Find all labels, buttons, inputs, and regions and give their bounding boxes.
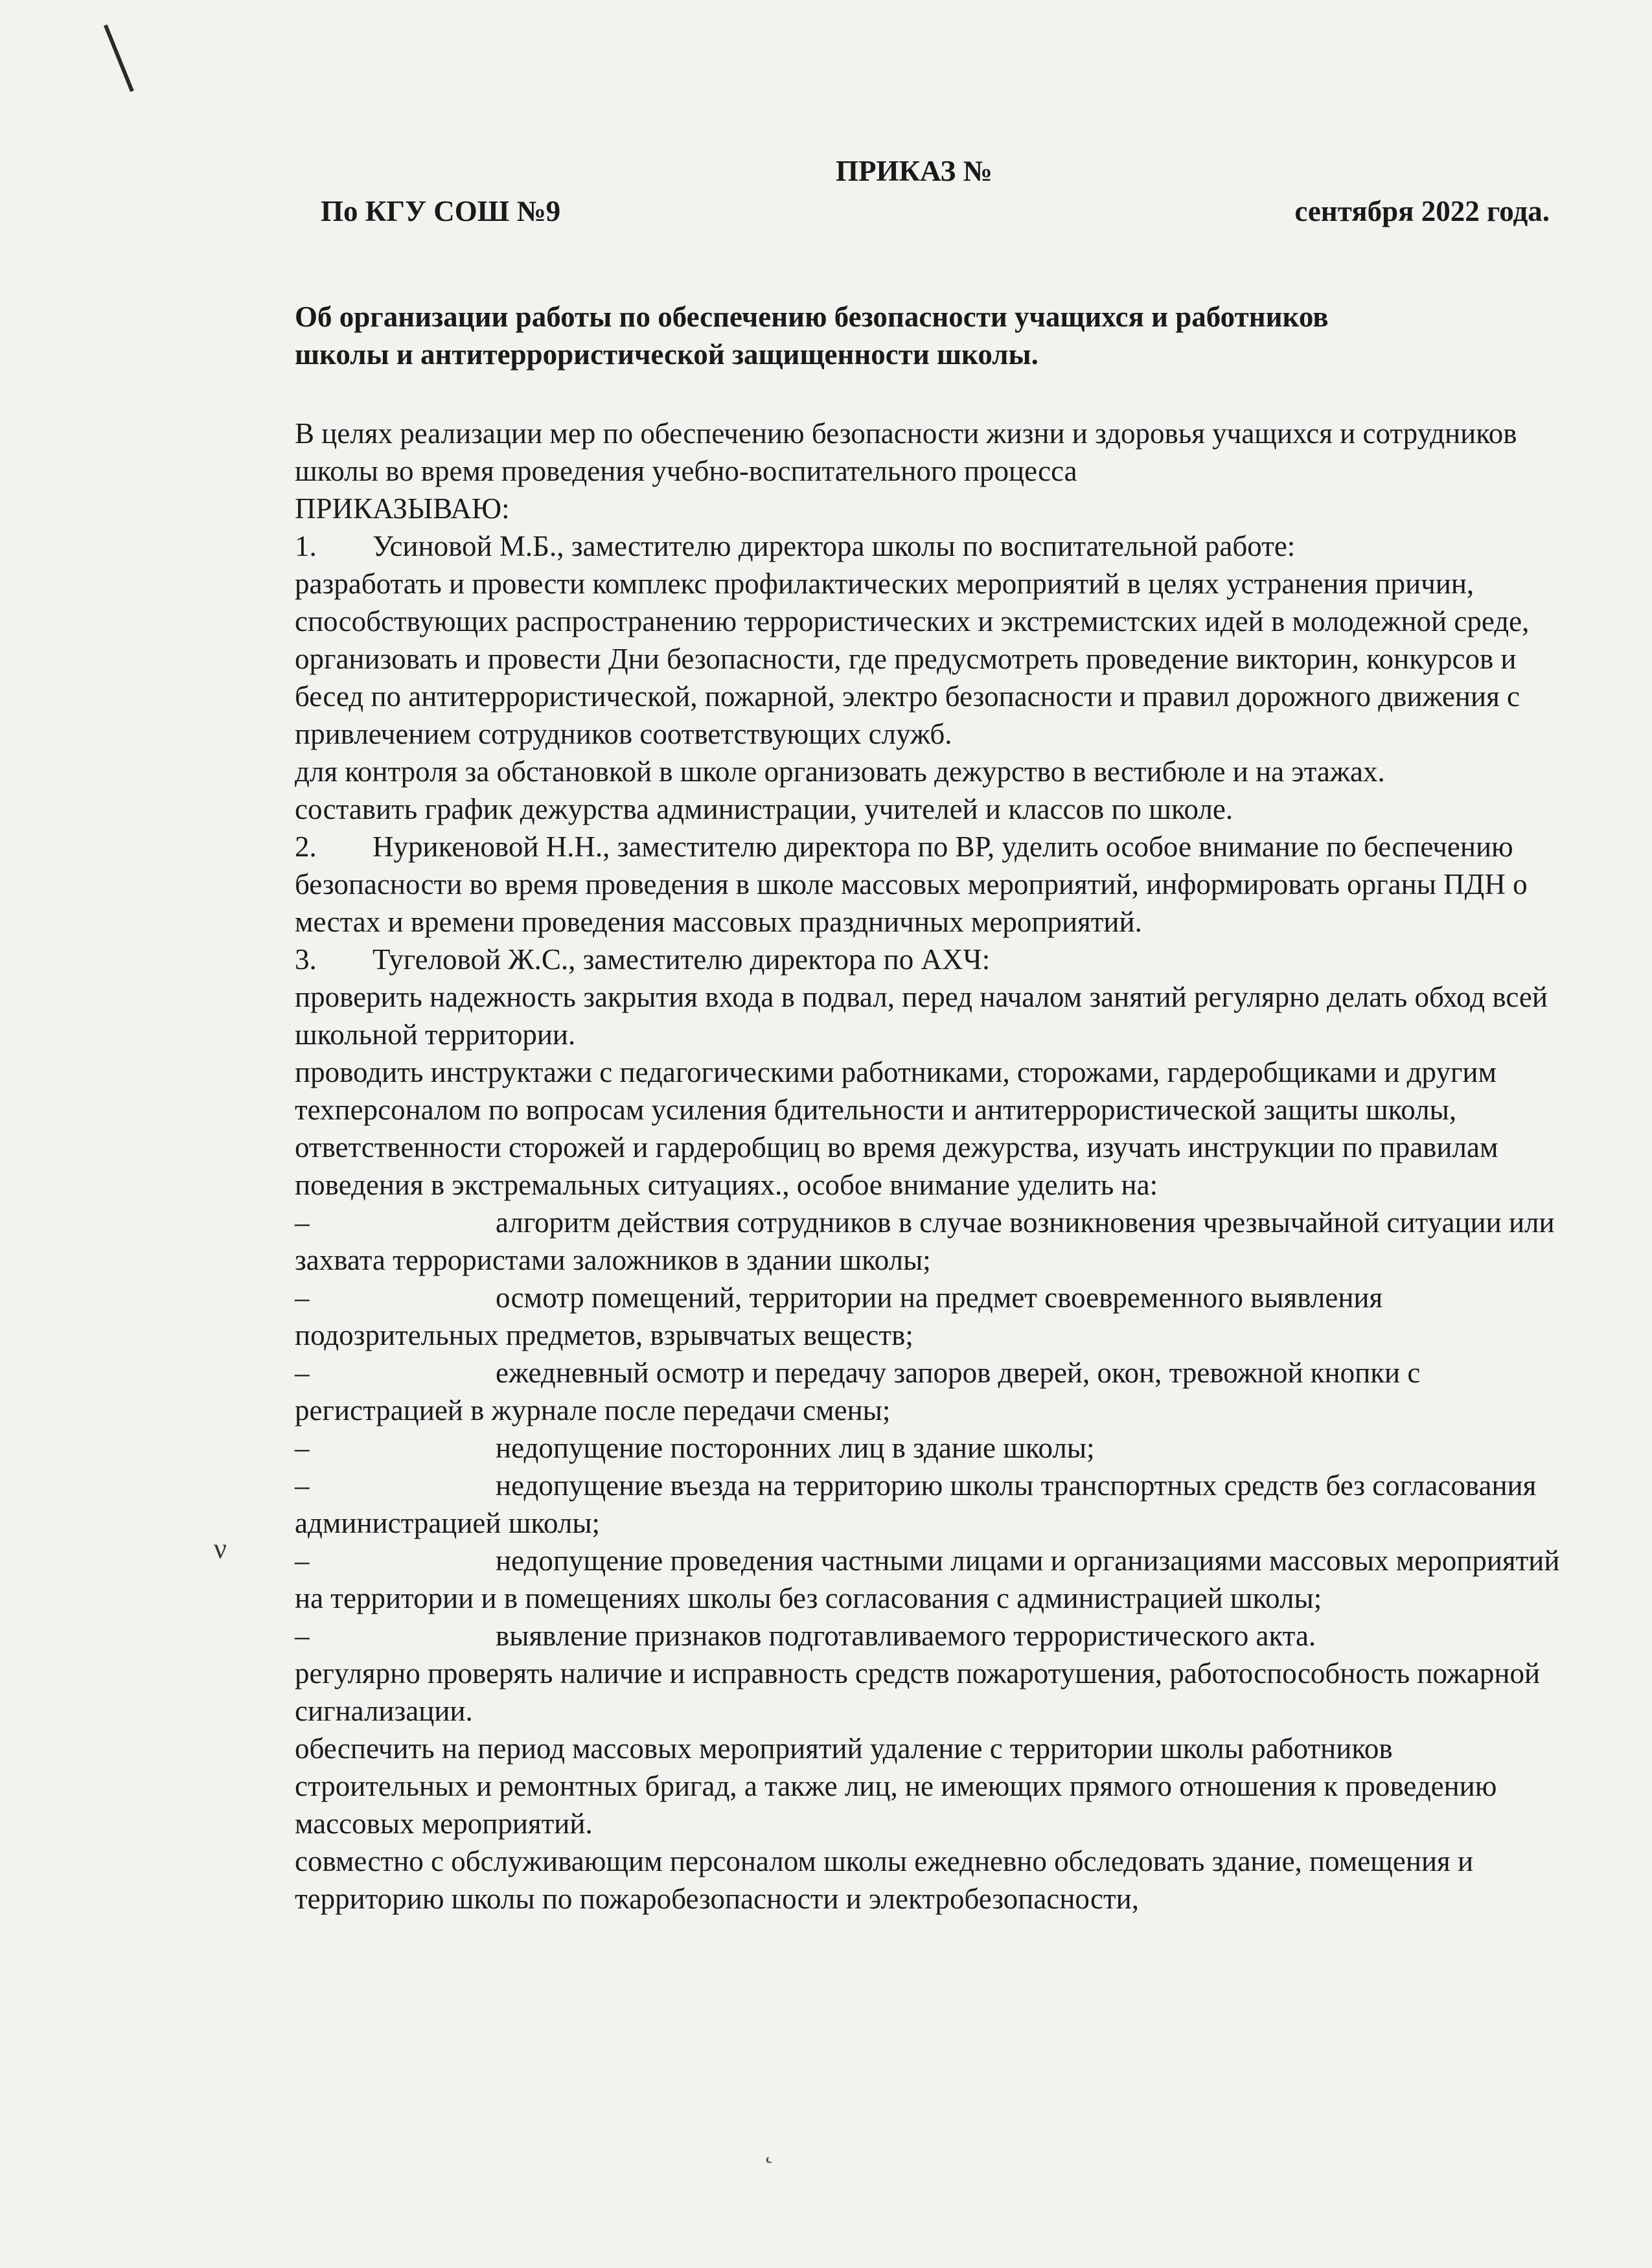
bullet-dash: – bbox=[295, 1620, 310, 1652]
item-text: Тугеловой Ж.С., заместителю директора по АХЧ: bbox=[373, 943, 991, 976]
subject-line: Об организации работы по обеспечению безопасности учащихся и работников bbox=[295, 301, 1329, 333]
item-3-instructions: проводить инструктажи с педагогическими работниками, сторожами, гардеробщиками и другим техперсоналом по вопросам усиления бдительности и антитеррористической защиты школы, ответственности сторожей и гардеробщиц во время дежурства, изучать инструкции по правилам поведения в экстремальных ситуациях., особое внимание уделить на: bbox=[295, 1056, 1498, 1201]
item-3-events: обеспечить на период массовых мероприятий удаление с территории школы работников строительных и ремонтных бригад, а также лиц, не имеющих прямого отношения к проведению массовых мероприятий. bbox=[295, 1732, 1497, 1840]
item-text: Усиновой М.Б., заместителю директора школы по воспитательной работе: bbox=[373, 530, 1296, 562]
item-number: 2. bbox=[295, 830, 317, 863]
bullet-text: недопущение проведения частными лицами и организациями массовых мероприятий на территории и в помещениях школы без согласования с администрацией школы; bbox=[295, 1544, 1560, 1614]
item-1-text: разработать и провести комплекс профилактических мероприятий в целях устранения причин, способствующих распространению террористических и экстремистских идей в молодежной среде, организовать и провести Дни безопасности, где предусмотреть проведение викторин, конкурсов и бесед по антитеррористической, пожарной, электро безопасности и правил дорожного движения с привлечением сотрудников соответствующих служб. bbox=[295, 567, 1530, 750]
subject-line: школы и антитеррористической защищенности школы. bbox=[295, 338, 1038, 371]
item-1-heading bbox=[295, 527, 1561, 565]
item-1-schedule: составить график дежурства администрации, учителей и классов по школе. bbox=[295, 793, 1233, 825]
bullet-dash: – bbox=[295, 1357, 310, 1389]
item-2 bbox=[295, 828, 1561, 941]
scan-dot: ˛ bbox=[764, 2132, 774, 2164]
item-number: 1. bbox=[295, 530, 317, 562]
item-1-duty: для контроля за обстановкой в школе организовать дежурство в вестибюле и на этажах. bbox=[295, 755, 1385, 788]
bullet-dash: – bbox=[295, 1206, 310, 1239]
item-text: Нурикеновой Н.Н., заместителю директора по ВР, уделить особое внимание по беспечению безопасности во время проведения в школе массовых мероприятий, информировать органы ПДН о местах и времени проведения массовых праздничных мероприятий. bbox=[295, 830, 1528, 938]
scan-dot: ν bbox=[214, 1533, 227, 1564]
item-3-heading bbox=[295, 941, 1561, 978]
bullet-item bbox=[295, 1467, 1561, 1542]
bullet-dash: – bbox=[295, 1469, 310, 1502]
bullet-item bbox=[295, 1354, 1561, 1429]
bullet-dash: – bbox=[295, 1432, 310, 1464]
bullet-text: недопущение посторонних лиц в здание школы; bbox=[496, 1432, 1095, 1464]
bullet-text: недопущение въезда на территорию школы транспортных средств без согласования администрацией школы; bbox=[295, 1469, 1537, 1539]
bullet-item bbox=[295, 1617, 1561, 1655]
school-name: По КГУ СОШ №9 bbox=[321, 195, 561, 227]
item-number: 3. bbox=[295, 943, 317, 976]
order-body bbox=[295, 415, 1561, 1918]
order-title: ПРИКАЗ № bbox=[836, 155, 992, 187]
pen-mark bbox=[104, 25, 134, 92]
bullet-item bbox=[295, 1279, 1561, 1354]
order-date: сентября 2022 года. bbox=[1294, 195, 1550, 227]
order-subject bbox=[295, 298, 1526, 373]
item-3-inspection: совместно с обслуживающим персоналом школы ежедневно обследовать здание, помещения и территорию школы по пожаробезопасности и электробезопасности, bbox=[295, 1845, 1474, 1915]
item-3-fire-equipment: регулярно проверять наличие и исправность средств пожаротушения, работоспособность пожарной сигнализации. bbox=[295, 1657, 1541, 1727]
bullet-item bbox=[295, 1542, 1561, 1617]
bullet-text: ежедневный осмотр и передачу запоров дверей, окон, тревожной кнопки с регистрацией в журнале после передачи смены; bbox=[295, 1357, 1421, 1426]
item-3-basement: проверить надежность закрытия входа в подвал, перед началом занятий регулярно делать обход всей школьной территории. bbox=[295, 981, 1548, 1051]
bullet-text: алгоритм действия сотрудников в случае возникновения чрезвычайной ситуации или захвата террористами заложников в здании школы; bbox=[295, 1206, 1555, 1276]
bullet-item bbox=[295, 1429, 1561, 1467]
bullet-item bbox=[295, 1204, 1561, 1279]
order-word: ПРИКАЗЫВАЮ: bbox=[295, 492, 510, 525]
intro-paragraph: В целях реализации мер по обеспечению безопасности жизни и здоровья учащихся и сотрудников школы во время проведения учебно-воспитательного процесса bbox=[295, 417, 1517, 487]
bullet-text: выявление признаков подготавливаемого террористического акта. bbox=[496, 1620, 1316, 1652]
bullet-dash: – bbox=[295, 1281, 310, 1314]
bullet-dash: – bbox=[295, 1544, 310, 1577]
bullet-text: осмотр помещений, территории на предмет своевременного выявления подозрительных предметов, взрывчатых веществ; bbox=[295, 1281, 1383, 1351]
